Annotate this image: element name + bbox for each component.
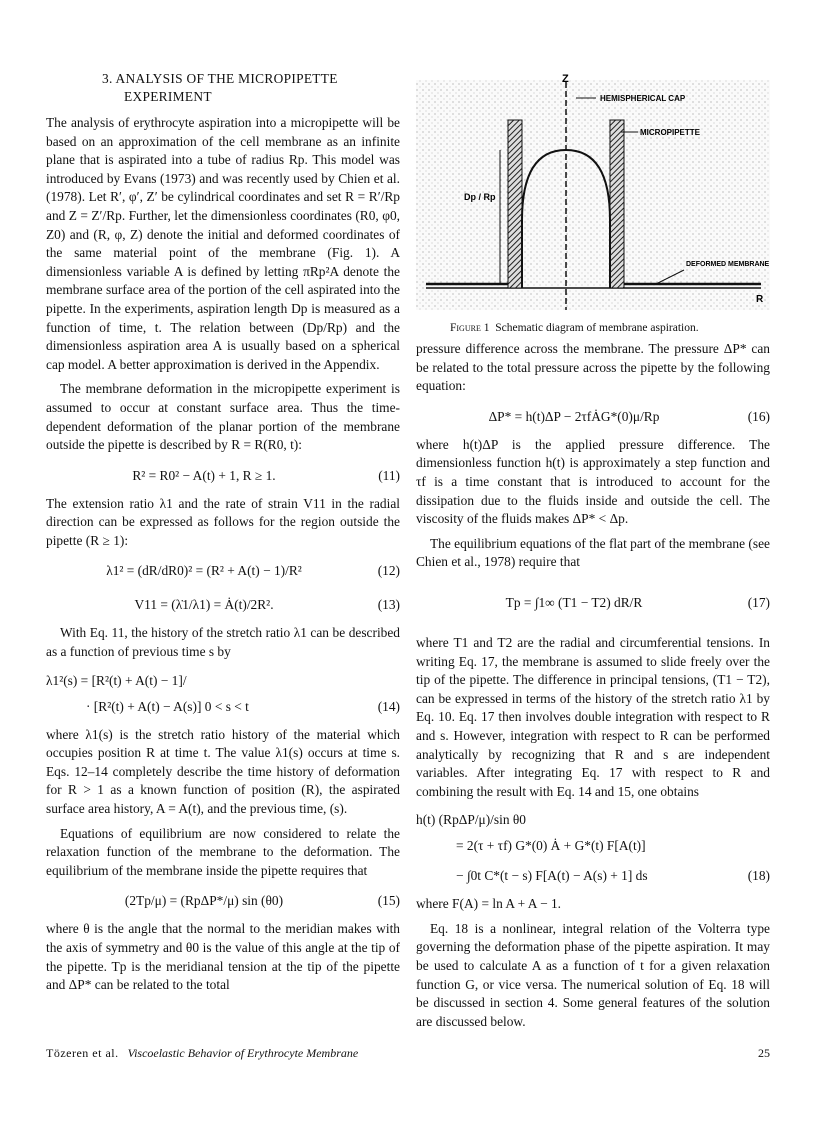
paragraph: The analysis of erythrocyte aspiration into a micropipette will be based on an approximation of the cell membrane as an infinite plane that is aspirated into a tube of radius Rp. This model was introduced by Evans (1973) and was recently used by Chien et al. (1978). Let R′, φ′, Z′ be cylindrical coordinates and set R = R′/Rp and Z = Z′/Rp. Further, let the dimensionless coordinates (R0, φ0, Z0) and (R, φ, Z) denote the initial and deformed coordinates of the same material point of the membrane (Fig. 1). A dimensionless variable A is defined by letting πRp²A denote the membrane surface area of the portion of the cell aspirated into the pipette. In the experiments, aspiration length Dp is measured as a function of time, t. The relation between (Dp/Rp) and the dimensionless aspiration area A is usually based on a spherical cap model. A better approximation is derived in the Appendix. [46,115,400,372]
equation-number: (12) [377,563,400,579]
paragraph: Equations of equilibrium are now considered to relate the relaxation function of the membrane to the deformation. The equilibrium of the membrane inside the pipette requires that [46,825,400,878]
equation-number: (13) [377,597,400,613]
pipette-wall-right [610,120,624,288]
right-column [416,340,770,1037]
equation-expression: − ∫0t C*(t − s) F[A(t) − A(s) + 1] ds [456,868,648,884]
section-heading-line2: EXPERIMENT [124,89,212,104]
page-number: 25 [758,1046,770,1060]
equation-number: (11) [378,467,400,483]
equation-13 [46,590,400,620]
equation-number: (16) [747,408,770,424]
footer-authors: Tözeren et al. [46,1046,119,1060]
paragraph: where λ1(s) is the stretch ratio history of the material which occupies position R at time t. The value λ1(s) occurs at time s. Eqs. 12–14 completely describe the time history of deformation for R > 1 as a known function of position (R), the aspirated surface area history, A = A(t), and the previous time, (s). [46,726,400,817]
equation-15 [46,886,400,916]
equation-17 [416,578,770,630]
equation-16 [416,402,770,432]
equation-expression: = 2(τ + τf) G*(0) Ȧ + G*(t) F[A(t)] [456,838,646,854]
paragraph: where h(t)ΔP is the applied pressure difference. The dimensionless function h(t) is approximately a step function and τf is a time constant that is introduced to account for the dissipation due to the fluids inside and outside the cell. The viscosity of the fluids makes ΔP* < Δp. [416,436,770,527]
equation-11 [46,461,400,491]
cap-label: HEMISPHERICAL CAP [600,94,686,103]
membrane-label: DEFORMED MEMBRANE [686,261,770,268]
page-footer [46,1046,770,1061]
equation-number: (17) [747,594,770,610]
paragraph: where F(A) = ln A + A − 1. [416,896,562,912]
figure-caption [450,322,780,334]
caption-text: Schematic diagram of membrane aspiration. [495,322,699,334]
paragraph: pressure difference across the membrane. The pressure ΔP* can be related to the total pressure across the pipette by the following equation: [416,341,770,394]
equation-number: (15) [377,893,400,909]
paragraph: With Eq. 11, the history of the stretch ratio λ1 can be described as a function of previous time s by [46,625,400,660]
caption-label: Figure 1 [450,322,490,334]
left-column [46,70,400,1001]
equation-12 [46,556,400,586]
aspiration-diagram [416,70,770,328]
paragraph: where T1 and T2 are the radial and circumferential tensions. In writing Eq. 17, the membrane is assumed to slide freely over the tip of the pipette. The difference in principal tensions, (T1 − T2), can be expressed in terms of the history of the stretch ratio λ1 by Eq. 10. Eq. 17 then involves double integration with respect to R and s. However, integration with respect to R can be performed analytically by recognizing that R and s are independent variables. After integrating Eq. 17 with respect to R and combining the result with Eq. 14 and 15, one obtains [416,634,770,799]
equation-number: (14) [377,698,400,714]
equation-expression: · [R²(t) + A(t) − A(s)] 0 < s < t [86,698,249,714]
paragraph: The extension ratio λ1 and the rate of strain V11 in the radial direction can be expressed as follows for the region outside the pipette (R ≥ 1): [46,495,400,548]
equation-expression: V11 = (λ̇1/λ1) = Ȧ(t)/2R². [134,597,274,613]
equation-expression: (2Tp/μ) = (RpΔP*/μ) sin (θ0) [124,893,284,909]
equation-expression: λ1²(s) = [R²(t) + A(t) − 1]/ [46,672,187,688]
footer-journal: Viscoelastic Behavior of Erythrocyte Membrane [127,1046,359,1060]
paragraph: Eq. 18 is a nonlinear, integral relation of the Volterra type governing the deformation phase of the pipette aspiration. It may be used to calculate A as a function of t for a given relaxation function G, or vice versa. The numerical solution of Eq. 18 will be discussed in section 4. Some general features of the solution are discussed below. [416,920,770,1029]
pipette-wall-left [508,120,522,288]
paragraph: The membrane deformation in the micropipette experiment is assumed to occur at constant surface area. Thus the time-dependent deformation of the planar portion of the membrane outside the pipette is described by R = R(R0, t): [46,381,400,453]
z-label: Z [562,73,569,85]
section-heading [46,70,400,106]
equation-expression: h(t) (RpΔP/μ)/sin θ0 [416,812,526,828]
equation-18 [416,807,770,889]
equation-14 [46,668,400,720]
paragraph: The equilibrium equations of the flat part of the membrane (see Chien et al., 1978) require that [416,535,770,570]
dp-label: Dp / Rp [464,192,496,202]
equation-expression: λ1² = (dR/dR0)² = (R² + A(t) − 1)/R² [106,563,302,579]
equation-number: (18) [747,868,770,884]
r-label: R [756,294,764,305]
section-heading-line1: 3. ANALYSIS OF THE MICROPIPETTE [102,71,338,86]
equation-expression: R² = R0² − A(t) + 1, R ≥ 1. [132,467,276,483]
micropipette-label: MICROPIPETTE [640,128,701,137]
equation-expression: ΔP* = h(t)ΔP − 2τfȦG*(0)μ/Rp [488,408,660,424]
figure-1 [416,70,770,328]
paragraph: where θ is the angle that the normal to the meridian makes with the axis of symmetry and θ0 is the value of this angle at the tip of the pipette. Tp is the meridianal tension at the tip of the pipette and ΔP* can be related to the total [46,921,400,993]
equation-expression: Tp = ∫1∞ (T1 − T2) dR/R [505,594,643,610]
